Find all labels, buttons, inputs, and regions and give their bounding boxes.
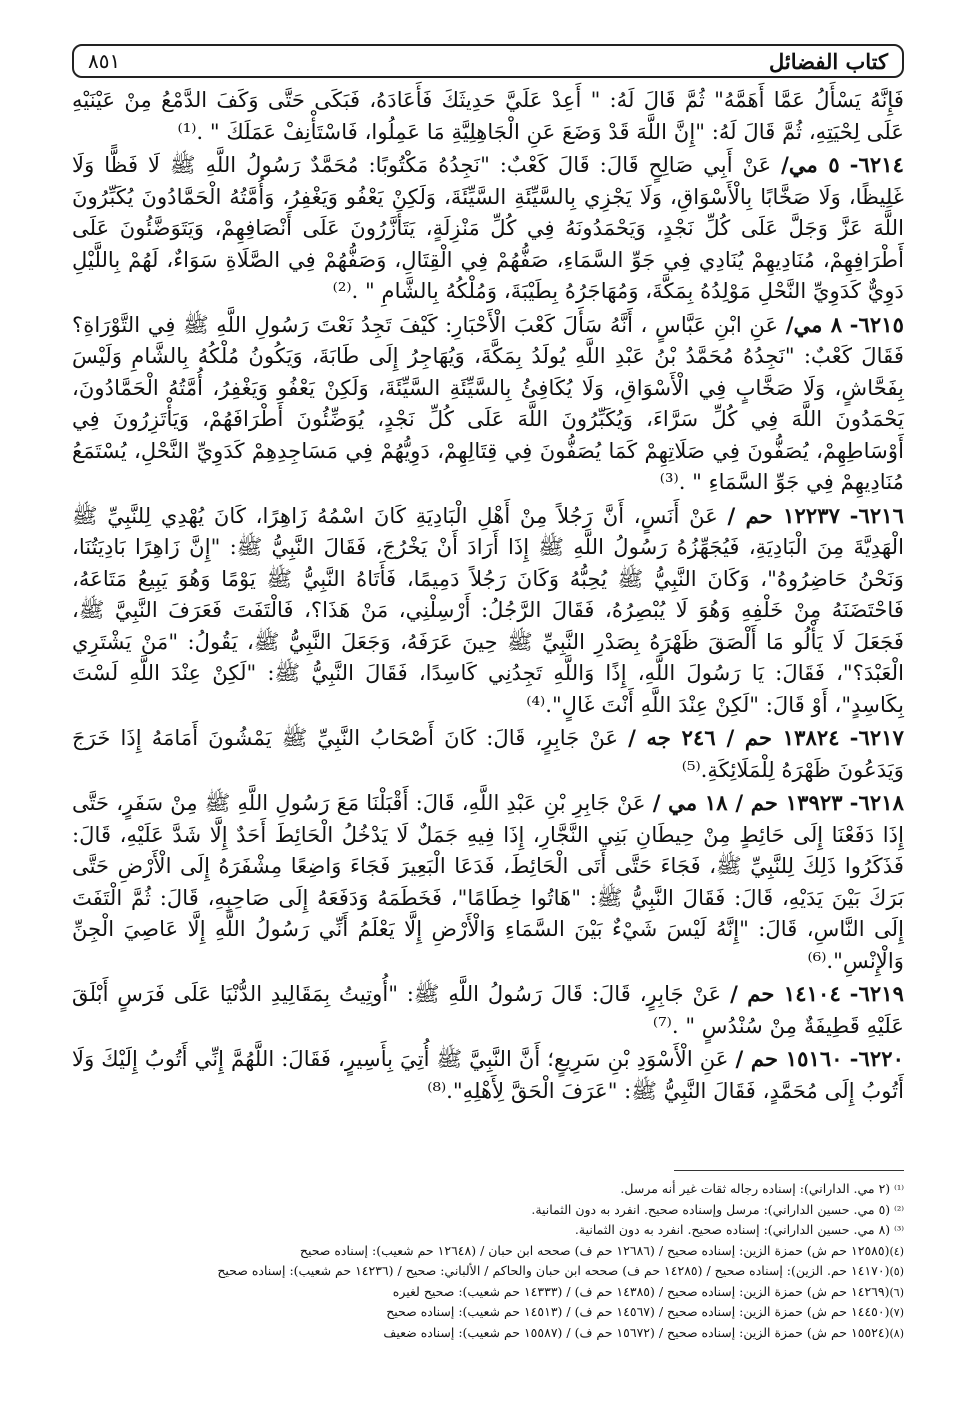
footnote [72, 1241, 904, 1262]
footnote-number: (٤) [889, 1244, 904, 1258]
hadith-paragraph [72, 1043, 904, 1106]
hadith-refs: ١٥١٦٠ حم / [735, 1046, 843, 1071]
hadith-number: ٦٢١٥- [849, 311, 904, 337]
hadith-text: عَنْ جَابِرٍ، قَالَ: كَانَ أَصْحَابُ النَّبِيِّ ﷺ يَمْشُونَ أَمَامَهُ إِذَا خَرَجَ وَيَدَعُونَ ظَهْرَهُ لِلْمَلَائِكَةِ.⁽⁵⁾ [72, 725, 904, 782]
hadith-paragraph [72, 722, 904, 785]
footnote [72, 1179, 904, 1200]
hadith-refs: ١٤١٠٤ حم / [730, 981, 841, 1006]
hadith-text: فَإِنَّهُ يَسْأَلُ عَمَّا أَهَمَّهُ" ثُمَّ قَالَ لَهُ: " أَعِدْ عَلَيَّ حَدِيثَكَ فَأَعَادَهُ، فَبَكَى حَتَّى وَكَفَ الدَّمْعُ مِنْ عَيْنَيْهِ عَلَى لِحْيَتِهِ، ثُمَّ قَالَ لَهُ: "إِنَّ اللَّهَ قَدْ وَضَعَ عَنِ الْجَاهِلِيَّةِ مَا عَمِلُوا، فَاسْتَأْنِفْ عَمَلَكَ " .⁽¹⁾ [72, 87, 904, 144]
hadith-refs: ١٣٩٢٣ حم / ١٨ مي / [652, 790, 843, 815]
book-title: كتاب الفضائل [768, 48, 888, 74]
footnote [72, 1323, 904, 1344]
hadith-number: ٦٢١٦- [849, 502, 904, 528]
hadith-refs: ١٢٢٣٧ حم / [727, 502, 840, 528]
hadith-paragraph [72, 500, 904, 721]
footnote [72, 1302, 904, 1323]
footnote-text: (٢ مي. الداراني): إسناده رجاله ثقات غير أنه مرسل. [620, 1181, 891, 1196]
hadith-body [72, 84, 904, 1106]
footnote-number: ⁽²⁾ [894, 1203, 904, 1217]
footnote [72, 1282, 904, 1303]
footnote-separator [674, 1170, 904, 1171]
footnote-text: (٥ مي. حسين الداراني): مرسل وإسناده صحيح. انفرد به دون الثمانية. [531, 1201, 891, 1217]
footnote-text: (١٤١٧٠ حم. الزين): إسناده صحيح / (١٤٢٨٥ حم ف) صححه ابن حبان والحاكم / الألباني: صحيح / (١٤٢٣٦ حم شعيب): إسناده صحيح [217, 1263, 890, 1278]
hadith-refs: ١٣٨٢٤ حم / ٢٤٦ جه / [628, 725, 840, 750]
hadith-paragraph [72, 978, 904, 1041]
footnote-number: (٧) [889, 1306, 904, 1319]
page-header [72, 44, 904, 78]
hadith-number: ٦٢١٩- [849, 981, 904, 1006]
footnote-text: (١٥٥٢٤ حم ش) حمزة الزين: إسناده صحيح / (١٥٦٧٢ حم ف) / (١٥٥٨٧ حم شعيب): إسناده ضعيف [383, 1324, 890, 1340]
footnote-number: (٨) [889, 1326, 904, 1340]
footnote [72, 1261, 904, 1282]
hadith-text: عَنِ الْأَسْوَدِ بْنِ سَرِيعٍ؛ أَنَّ النَّبِيَّ ﷺ أُتِيَ بِأَسِيرٍ، فَقَالَ: اللَّهُمَّ إِنِّي أَتُوبُ إِلَيْكَ وَلَا أَتُوبُ إِلَى مُحَمَّدٍ، فَقَالَ النَّبِيُّ ﷺ: "عَرَفَ الْحَقَّ لِأَهْلِهِ".⁽⁸⁾ [72, 1046, 904, 1103]
footnote [72, 1200, 904, 1221]
footnote-number: ⁽¹⁾ [894, 1183, 904, 1196]
hadith-number: ٦٢١٤- [849, 152, 904, 177]
footnotes [72, 1179, 904, 1343]
hadith-text: عَنْ جَابِرِ بْنِ عَبْدِ اللَّهِ، قَالَ: أَقْبَلْنَا مَعَ رَسُولِ اللَّهِ ﷺ مِنْ سَفَرٍ، حَتَّى إِذَا دَفَعْنَا إِلَى حَائِطٍ مِنْ حِيطَانِ بَنِي النَّجَّارِ، إِذَا فِيهِ جَمَلٌ لَا يَدْخُلُ الْحَائِطَ أَحَدٌ إِلَّا شَدَّ عَلَيْهِ، قَالَ: فَذَكَرُوا ذَلِكَ لِلنَّبِيِّ ﷺ، فَجَاءَ حَتَّى أَتَى الْحَائِطَ، فَدَعَا الْبَعِيرَ فَجَاءَ وَاضِعًا مِشْفَرَهُ إِلَى الْأَرْضِ حَتَّى بَرَكَ بَيْنَ يَدَيْهِ، قَالَ: فَقَالَ النَّبِيُّ ﷺ: "هَاتُوا خِطَامًا"، فَخَطَمَهُ وَدَفَعَهُ إِلَى صَاحِبِهِ، قَالَ: ثُمَّ الْتَفَتَ إِلَى النَّاسِ، قَالَ: "إِنَّهُ لَيْسَ شَيْءٌ بَيْنَ السَّمَاءِ وَالْأَرْضِ إِلَّا يَعْلَمُ أَنِّي رَسُولُ اللَّهِ إِلَّا عَاصِيَ الْجِنِّ وَالْإِنْسِ".⁽⁶⁾ [72, 790, 904, 973]
hadith-text: عَنْ جَابِرٍ، قَالَ: قَالَ رَسُولُ اللَّهِ ﷺ: "أُوتِيتُ بِمَقَالِيدِ الدُّنْيَا عَلَى فَرَسٍ أَبْلَقَ عَلَيْهِ قَطِيفَةٌ مِنْ سُنْدُسٍ " .⁽⁷⁾ [72, 981, 904, 1038]
footnote-text: (١٤٤٥٠ حم ش) حمزة الزين: إسناده صحيح / (١٤٥٦٧ حم ف) / (١٤٥١٣ حم شعيب): إسناده صحيح [386, 1304, 890, 1319]
footnote-text: (٨ مي. حسين الداراني): إسناده صحيح. انفرد به دون الثمانية. [574, 1222, 891, 1237]
footnote [72, 1220, 904, 1241]
hadith-text: عَنْ أَنَسٍ، أَنَّ رَجُلاً مِنْ أَهْلِ الْبَادِيَةِ كَانَ اسْمُهُ زَاهِرًا، كَانَ يُهْدِي لِلنَّبِيِّ ﷺ الْهَدِيَّةَ مِنَ الْبَادِيَةِ، فَيُجَهِّزُهُ رَسُولُ اللَّهِ ﷺ إِذَا أَرَادَ أَنْ يَخْرُجَ، فَقَالَ النَّبِيُّ ﷺ: "إِنَّ زَاهِرًا بَادِيَتُنَا، وَنَحْنُ حَاضِرُوهُ"، وَكَانَ النَّبِيُّ ﷺ يُحِبُّهُ وَكَانَ رَجُلاً دَمِيمًا، فَأَتَاهُ النَّبِيُّ ﷺ يَوْمًا وَهُوَ يَبِيعُ مَتَاعَهُ، فَاحْتَضَنَهُ مِنْ خَلْفِهِ وَهُوَ لَا يُبْصِرُهُ، فَقَالَ الرَّجُلُ: أَرْسِلْنِي، مَنْ هَذَا؟، فَالْتَفَتَ فَعَرَفَ النَّبِيَّ ﷺ، فَجَعَلَ لَا يَأْلُو مَا أَلْصَقَ ظَهْرَهُ بِصَدْرِ النَّبِيِّ ﷺ حِينَ عَرَفَهُ، وَجَعَلَ النَّبِيُّ ﷺ، يَقُولُ: "مَنْ يَشْتَرِي الْعَبْدَ؟"، فَقَالَ: يَا رَسُولَ اللَّهِ، إِذًا وَاللَّهِ تَجِدُنِي كَاسِدًا، فَقَالَ النَّبِيُّ ﷺ: "لَكِنْ عِنْدَ اللَّهِ لَسْتَ بِكَاسِدٍ"، أَوْ قَالَ: "لَكِنْ عِنْدَ اللَّهِ أَنْتَ غَالٍ".⁽⁴⁾ [72, 502, 904, 717]
hadith-text: عَنْ أَبِي صَالِحٍ قَالَ: قَالَ كَعْبٌ: "نَجِدُهُ مَكْتُوبًا: مُحَمَّدٌ رَسُولُ اللَّهِ ﷺ لَا فَظًّا وَلَا غَلِيظًا، وَلَا صَخَّابًا بِالْأَسْوَاقِ، وَلَا يَجْزِي بِالسَّيِّئَةِ السَّيِّئَةَ، وَلَكِنْ يَعْفُو وَيَغْفِرُ، وَأُمَّتُهُ الْحَمَّادُونَ يُكَبِّرُونَ اللَّهَ عَزَّ وَجَلَّ عَلَى كُلِّ نَجْدٍ، وَيَحْمَدُونَهُ فِي كُلِّ مَنْزِلَةٍ، يَتَأَزَّرُونَ عَلَى أَنْصَافِهِمْ، وَيَتَوَضَّئُونَ عَلَى أَطْرَافِهِمْ، مُنَادِيهِمْ يُنَادِي فِي جَوِّ السَّمَاءِ، صَفُّهُمْ فِي الْقِتَالِ، وَصَفُّهُمْ فِي الصَّلَاةِ سَوَاءٌ، لَهُمْ بِاللَّيْلِ دَوِيٌّ كَدَوِيِّ النَّحْلِ مَوْلِدُهُ بِمَكَّةَ، وَمُهَاجَرُهُ بِطَيْبَةَ، وَمُلْكُهُ بِالشَّامِ " .⁽²⁾ [72, 152, 904, 303]
hadith-paragraph [72, 149, 904, 307]
hadith-paragraph [72, 787, 904, 976]
hadith-paragraph [72, 84, 904, 147]
hadith-text: عَنِ ابْنِ عَبَّاسٍ ، أَنَّهُ سَأَلَ كَعْبَ الْأَحْبَارِ: كَيْفَ تَجِدُ نَعْتَ رَسُولِ اللَّهِ ﷺ فِي التَّوْرَاةِ؟ فَقَالَ كَعْبٌ: "نَجِدُهُ مُحَمَّدُ بْنُ عَبْدِ اللَّهِ يُولَدُ بِمَكَّةَ، وَيُهَاجِرُ إِلَى طَابَةَ، وَيَكُونُ مُلْكُهُ بِالشَّامِ وَلَيْسَ بِفَحَّاشٍ، وَلَا صَخَّابٍ فِي الْأَسْوَاقِ، وَلَا يُكَافِئُ بِالسَّيِّئَةِ السَّيِّئَةَ، وَلَكِنْ يَعْفُو وَيَغْفِرُ، أُمَّتُهُ الْحَمَّادُونَ، يَحْمَدُونَ اللَّهَ فِي كُلِّ سَرَّاءَ، وَيُكَبِّرُونَ اللَّهَ عَلَى كُلِّ نَجْدٍ، يُوَضِّئُونَ أَطْرَافَهُمْ، وَيَأْتَزِرُونَ فِي أَوْسَاطِهِمْ، يُصَفُّونَ فِي صَلَاتِهِمْ كَمَا يُصَفُّونَ فِي قِتَالِهِمْ، دَوِيُّهُمْ فِي مَسَاجِدِهِمْ كَدَوِيِّ النَّحْلِ، يُسْتَمَعُ مُنَادِيهِمْ فِي جَوِّ السَّمَاءِ " .⁽³⁾ [72, 311, 904, 494]
footnote-text: (١٤٢٦٩ حم ش) حمزة الزين: إسناده صحيح / (١٤٣٨٥ حم ف) / (١٤٣٣٣ حم شعيب): صحيح لغيره [392, 1283, 890, 1299]
book-page [72, 44, 904, 1384]
page-number: ٨٥١ [88, 49, 121, 73]
hadith-number: ٦٢١٧- [849, 725, 904, 750]
footnote-number: ⁽³⁾ [894, 1224, 904, 1237]
footnote-number: (٦) [889, 1285, 904, 1299]
hadith-refs: ٥ مي/ [781, 152, 840, 177]
hadith-paragraph [72, 309, 904, 498]
footnote-number: (٥) [889, 1265, 904, 1278]
footnote-text: (١٢٥٨٥ حم ش) حمزة الزين: إسناده صحيح / (١٢٦٨٦ حم ف) صححه ابن حبان / (١٢٦٤٨ حم شعيب): إسناده صحيح [299, 1242, 890, 1258]
hadith-number: ٦٢١٨- [849, 790, 904, 815]
hadith-refs: ٨ مي/ [785, 311, 843, 337]
hadith-number: ٦٢٢٠- [849, 1046, 904, 1071]
